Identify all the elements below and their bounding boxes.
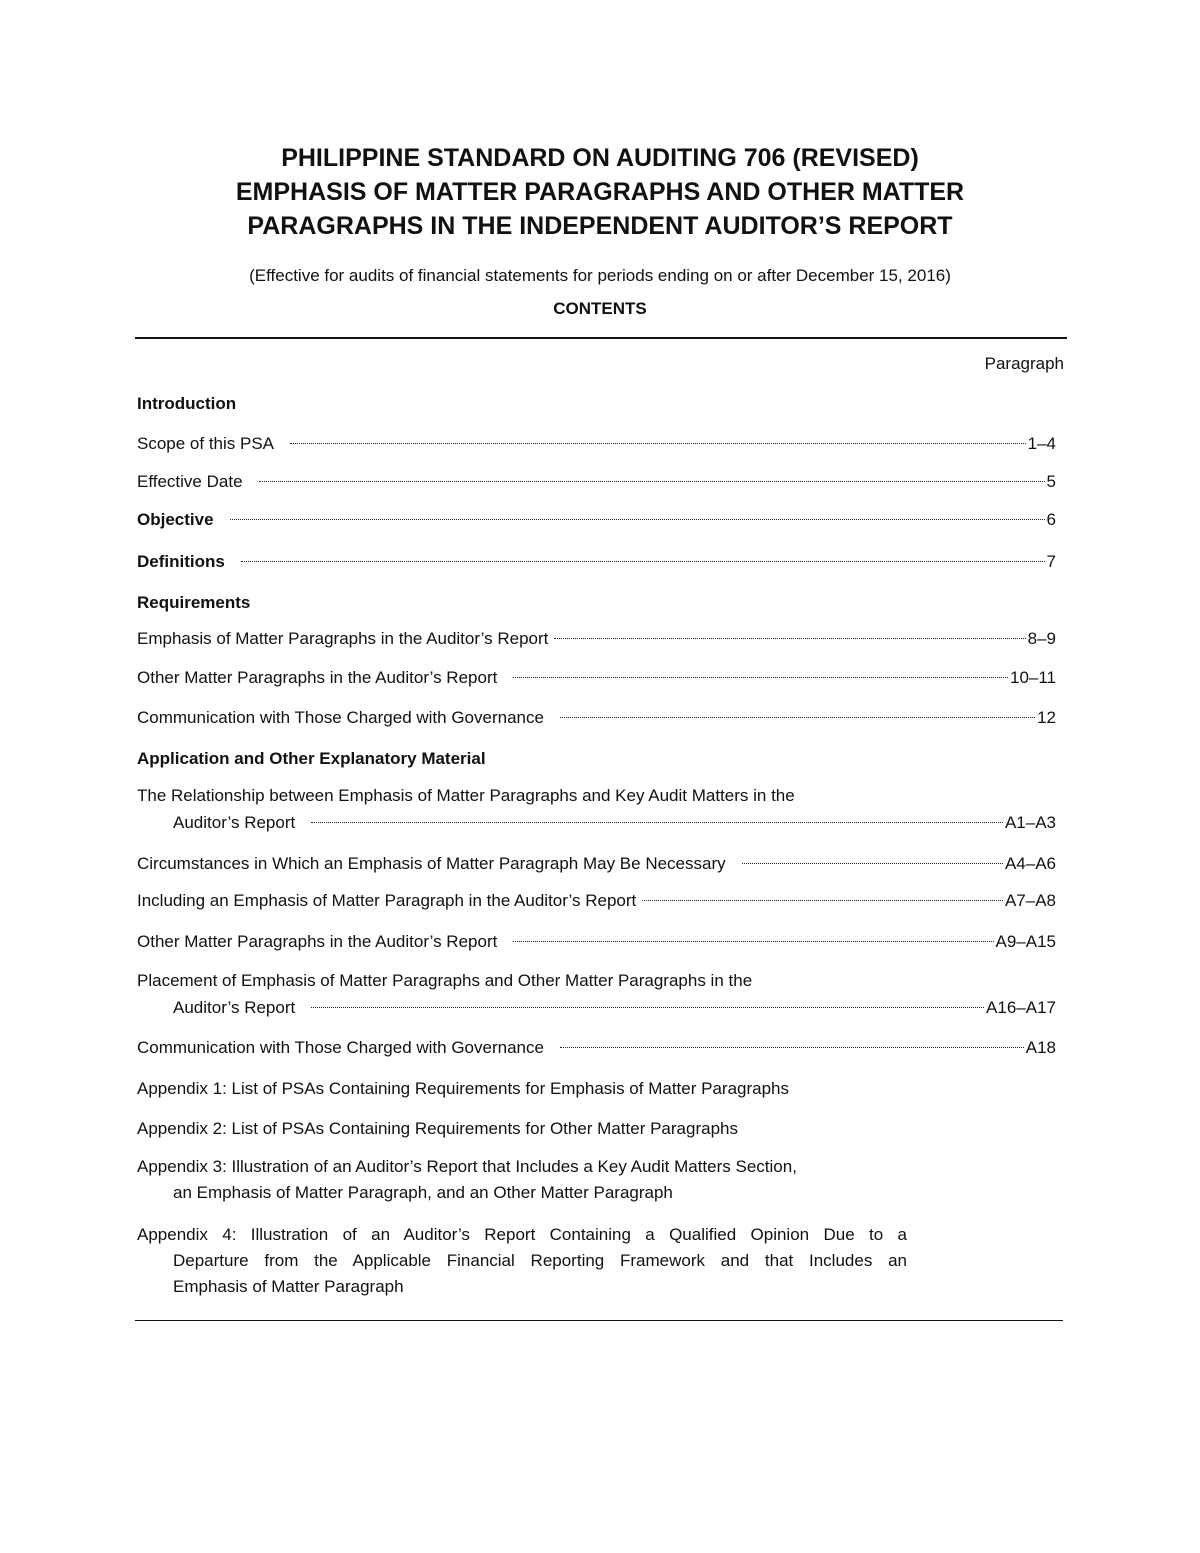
toc-entry-ref: 8–9: [1027, 629, 1056, 648]
dot-leader: [742, 863, 1003, 864]
toc-entry-continuation: [137, 811, 1056, 835]
appendix-label-line-1: Appendix 3: Illustration of an Auditor’s Report that Includes a Key Audit Matters Section,: [137, 1157, 797, 1176]
bottom-divider: [135, 1320, 1063, 1321]
effective-date-note: (Effective for audits of financial statements for periods ending on or after December 15, 2016): [249, 266, 951, 285]
toc-entry-label-line-1: The Relationship between Emphasis of Matter Paragraphs and Key Audit Matters in the: [137, 786, 795, 805]
toc-entry-other-matter-paragraphs[interactable]: [137, 666, 1056, 690]
toc-entry-label: Including an Emphasis of Matter Paragraph in the Auditor’s Report: [137, 891, 637, 910]
dot-leader: [513, 941, 993, 942]
toc-entry-appendix-4[interactable]: [137, 1222, 907, 1300]
dot-leader: [311, 822, 1003, 823]
toc-entry-appendix-3[interactable]: [137, 1154, 907, 1206]
toc-entry-circumstances[interactable]: [137, 852, 1056, 876]
toc-entry-label: Other Matter Paragraphs in the Auditor’s Report: [137, 668, 498, 687]
title-line-2: EMPHASIS OF MATTER PARAGRAPHS AND OTHER MATTER: [235, 178, 965, 206]
dot-leader: [513, 677, 1008, 678]
dot-leader: [230, 519, 1045, 520]
document-title: [0, 141, 1200, 243]
contents-heading: CONTENTS: [553, 299, 647, 318]
title-line-1: PHILIPPINE STANDARD ON AUDITING 706 (REVISED): [281, 144, 919, 172]
toc-entry-ref: 12: [1037, 708, 1056, 727]
toc-entry-placement[interactable]: [137, 969, 1056, 1020]
dot-leader: [241, 561, 1045, 562]
toc-entry-effective-date[interactable]: [137, 470, 1056, 494]
toc-entry-objective[interactable]: [137, 508, 1056, 532]
dot-leader: [259, 481, 1045, 482]
toc-entry-communication-application[interactable]: [137, 1036, 1056, 1060]
toc-entry-ref: 5: [1046, 472, 1056, 491]
dot-leader: [560, 1047, 1024, 1048]
toc-entry-label: Definitions: [137, 552, 225, 571]
toc-entry-emphasis-paragraphs[interactable]: [137, 627, 1056, 651]
toc-entry-ref: A16–A17: [986, 998, 1056, 1017]
toc-entry-other-matter-application[interactable]: [137, 930, 1056, 954]
dot-leader: [311, 1007, 984, 1008]
toc-entry-ref: A9–A15: [995, 932, 1056, 951]
toc-entry-communication[interactable]: [137, 706, 1056, 730]
toc-entry-label: Scope of this PSA: [137, 434, 275, 453]
appendix-label-line-2: Departure from the Applicable Financial Reporting Framework and that Includes an: [173, 1251, 907, 1270]
toc-entry-continuation: [137, 996, 1056, 1020]
toc-entry-ref: A7–A8: [1004, 891, 1056, 910]
toc-entry-label: Other Matter Paragraphs in the Auditor’s Report: [137, 932, 498, 951]
toc-entry-appendix-1[interactable]: [137, 1076, 907, 1102]
dot-leader: [560, 717, 1035, 718]
appendix-label-line-3: Emphasis of Matter Paragraph: [173, 1277, 404, 1296]
toc-entry-relationship[interactable]: [137, 784, 1056, 835]
toc-entry-label-line-2: Auditor’s Report: [173, 998, 296, 1017]
paragraph-column-label: Paragraph: [984, 354, 1064, 373]
dot-leader: [642, 900, 1003, 901]
toc-entry-ref: 10–11: [1009, 668, 1056, 687]
appendix-label: Appendix 1: List of PSAs Containing Requirements for Emphasis of Matter Paragraphs: [137, 1079, 790, 1098]
toc-entry-label: Circumstances in Which an Emphasis of Matter Paragraph May Be Necessary: [137, 854, 726, 873]
appendix-label-line-2: an Emphasis of Matter Paragraph, and an Other Matter Paragraph: [173, 1183, 673, 1202]
dot-leader: [554, 638, 1025, 639]
section-heading-requirements: Requirements: [137, 593, 251, 612]
appendix-label: Appendix 2: List of PSAs Containing Requirements for Other Matter Paragraphs: [137, 1119, 738, 1138]
section-heading-introduction: Introduction: [137, 394, 237, 413]
toc-entry-label-line-1: Placement of Emphasis of Matter Paragraphs and Other Matter Paragraphs in the: [137, 971, 753, 990]
toc-entry-ref: 7: [1046, 552, 1056, 571]
toc-entry-including-emphasis[interactable]: [137, 889, 1056, 913]
toc-entry-label: Effective Date: [137, 472, 243, 491]
toc-entry-label: Emphasis of Matter Paragraphs in the Auditor’s Report: [137, 629, 549, 648]
section-heading-application: Application and Other Explanatory Material: [137, 749, 486, 768]
toc-entry-ref: A18: [1025, 1038, 1056, 1057]
toc-entry-label: Communication with Those Charged with Governance: [137, 1038, 544, 1057]
title-line-3: PARAGRAPHS IN THE INDEPENDENT AUDITOR’S REPORT: [247, 212, 953, 240]
toc-entry-scope[interactable]: [137, 432, 1056, 456]
toc-entry-label-line-2: Auditor’s Report: [173, 813, 296, 832]
toc-entry-label: Communication with Those Charged with Governance: [137, 708, 544, 727]
toc-entry-ref: 6: [1046, 510, 1056, 529]
top-divider: [135, 337, 1067, 339]
toc-entry-appendix-2[interactable]: [137, 1116, 907, 1142]
toc-entry-label: Objective: [137, 510, 214, 529]
appendix-label-line-1: Appendix 4: Illustration of an Auditor’s Report Containing a Qualified Opinion Due to a: [137, 1225, 907, 1244]
toc-entry-ref: A1–A3: [1004, 813, 1056, 832]
toc-entry-definitions[interactable]: [137, 550, 1056, 574]
toc-entry-ref: A4–A6: [1004, 854, 1056, 873]
dot-leader: [290, 443, 1026, 444]
toc-entry-ref: 1–4: [1027, 434, 1056, 453]
